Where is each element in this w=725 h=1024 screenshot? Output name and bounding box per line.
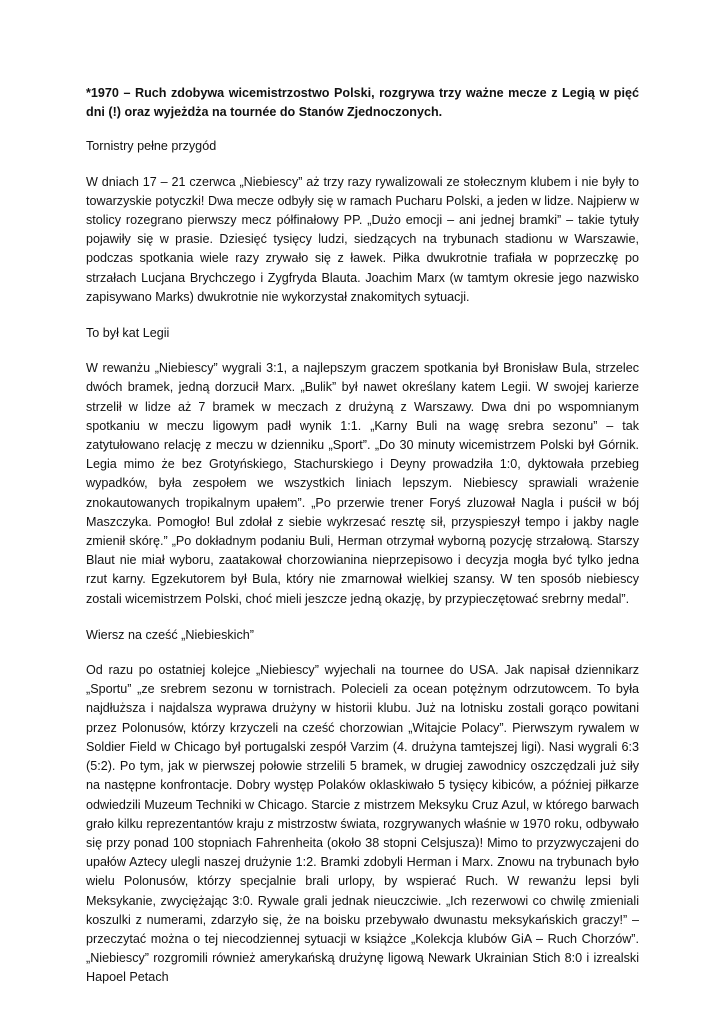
section-heading-tornistry: Tornistry pełne przygód — [86, 139, 217, 154]
section-heading-wiersz: Wiersz na cześć „Niebieskich” — [86, 627, 254, 642]
paragraph-usa-tour: Od razu po ostatniej kolejce „Niebiescy” wyjechali na tournee do USA. Jak napisał dziennikarz „Sportu” „ze srebrem sezonu w tornistrach. Polecieli za ocean potężnym odrzutowcem. To była najdłuższa i najdalsza wyprawa drużyny w historii klubu. Już na lotnisku zostali gorąco powitani przez Polonusów, którzy krzyczeli na cześć chorzowian „Witajcie Polacy”. Pierwszym rywalem w Soldier Field w Chicago był portugalski zespół Varzim (4. drużyna tamtejszej ligi). Nasi wygrali 6:3 (5:2). Po tym, jak w pierwszej połowie strzelili 5 bramek, w drugiej zawodnicy oszczędzali już siły na następne konfrontacje. Dobry występ Polaków oklaskiwało 5 tysięcy kibiców, a później piłkarze odwiedzili Muzeum Techniki w Chicago. Starcie z mistrzem Meksyku Cruz Azul, w którego barwach grało kilku reprezentantów kraju z mistrzostw świata, rozgrywanych właśnie w 1970 roku, odbywało się przy ponad 100 stopniach Fahrenheita (około 38 stopni Celsjusza)! Mimo to przyzwyczajeni do upałów Aztecy ulegli naszej drużynie 1:2. Bramki zdobyli Herman i Marx. Znowu na trybunach było wielu Polonusów, którzy specjalnie brali urlopy, by wspierać Ruch. W rewanżu lepsi byli Meksykanie, zwyciężając 3:0. Rywale grali jednak nieuczciwie. „Ich rezerwowi co chwilę zmieniali koszulki z numerami, zdarzyło się, że na boisku przebywało dwunastu meksykańskich graczy!” – przeczytać można o tej niecodziennej sytuacji w książce „Kolekcja klubów GiA – Ruch Chorzów”. „Niebiescy” rozgromili również amerykańską drużynę ligową Newark Ukrainian Stich 8:0 i izrealski Hapoel Petach — [86, 663, 639, 985]
paragraph-legia-matches: W dniach 17 – 21 czerwca „Niebiescy” aż trzy razy rywalizowali ze stołecznym klubem i nie były to towarzyskie potyczki! Dwa mecze odbyły się w ramach Pucharu Polski, a jeden w lidze. Najpierw w stolicy rozegrano pierwszy mecz półfinałowy PP. „Dużo emocji – ani jednej bramki” – takie tytuły pojawiły się w prasie. Dziesięć tysięcy ludzi, siedzących na trybunach stadionu w Warszawie, podczas spotkania wiele razy zrywało się z ławek. Piłka dwukrotnie trafiała w poprzeczkę po strzałach Lucjana Brychczego i Zygfryda Blauta. Joachim Marx (w tamtym okresie jego nazwisko zapisywano Marks) dwukrotnie nie wykorzystał znakomitych sytuacji. — [86, 174, 639, 304]
paragraph-rewanz: W rewanżu „Niebiescy” wygrali 3:1, a najlepszym graczem spotkania był Bronisław Bula, strzelec dwóch bramek, jedną dorzucił Marx. „Bulik” był nawet określany katem Legii. W swojej karierze strzelił w lidze aż 7 bramek w meczach z drużyną z Warszawy. Dwa dni po wspomnianym spotkaniu w meczu ligowym padł wynik 1:1. „Karny Buli na wagę srebra sezonu” – tak zatytułowano relację z meczu w dzienniku „Sport”. „Do 30 minuty wicemistrzem Polski był Górnik. Legia mimo że bez Grotyńskiego, Stachurskiego i Deyny prowadziła 1:0, dyktowała przebieg wypadków, była zespołem we wszystkich liniach lepszym. Niebiescy sprawiali wrażenie znokautowanych tropikalnym upałem”. „Po przerwie trener Foryś zluzował Nagla i puścił w bój Maszczyka. Pomogło! Bul zdołał z siebie wykrzesać resztę sił, przyspieszył tempo i jakby nagle zmienił skórę.” „Po dokładnym podaniu Buli, Herman otrzymał wyborną pozycję strzałową. Starszy Blaut nie miał wyboru, zaatakował chorzowianina nieprzepisowo i decyzja mogła być tylko jedna rzut karny. Egzekutorem był Bula, który nie zmarnował wielkiej szansy. W ten sposób niebiescy zostali wicemistrzem Polski, choć mieli jeszcze jedną okazję, by przypieczętować srebrny medal”. — [86, 361, 639, 606]
document-title: *1970 – Ruch zdobywa wicemistrzostwo Polski, rozgrywa trzy ważne mecze z Legią w pięć dni (!) oraz wyjeżdża na tournée do Stanów Zjednoczonych. — [86, 86, 639, 120]
section-heading-kat-legii: To był kat Legii — [86, 326, 170, 341]
